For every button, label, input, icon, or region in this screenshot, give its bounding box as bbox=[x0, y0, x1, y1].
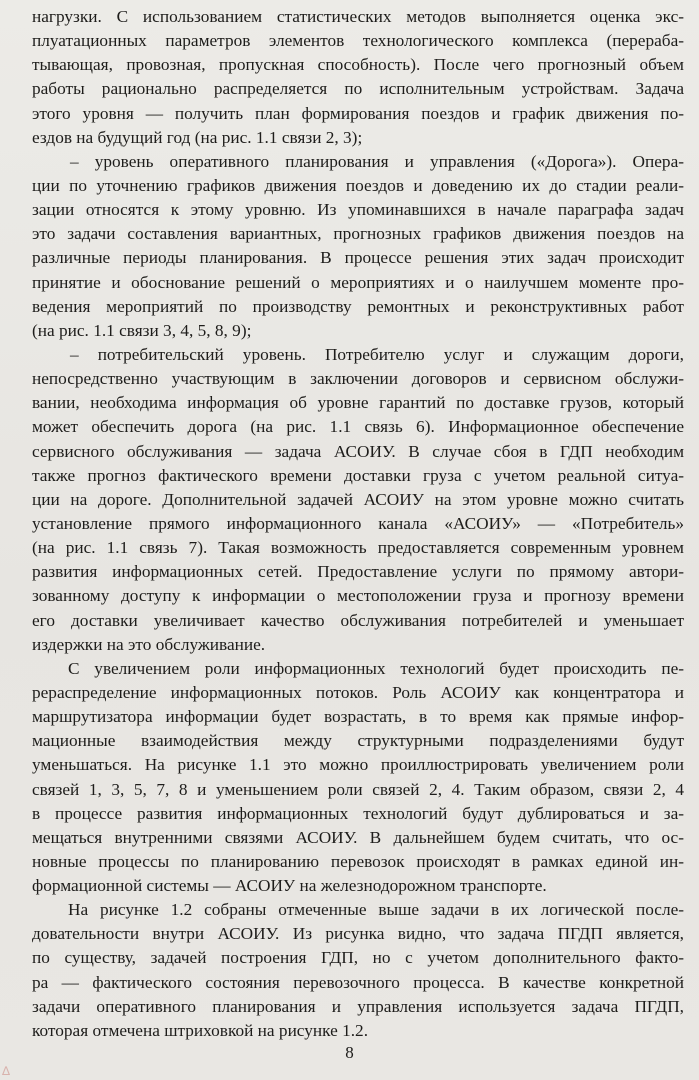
text-line: принятие и обоснование решений о мероприятиях и о наилучшем моменте про- bbox=[32, 272, 684, 292]
text-line: новные процессы по планированию перевозок происходят в рамках единой ин- bbox=[32, 851, 684, 871]
text-line: нагрузки. С использованием статистических методов выполняется оценка экс- bbox=[32, 7, 684, 26]
text-line: работы рационально распределяется по исполнительным устройствам. Задача bbox=[32, 79, 684, 99]
text-line: ции на дороге. Дополнительной задачей АСОИУ на этом уровне можно считать bbox=[32, 489, 684, 509]
text-line: также прогноз фактического времени доставки груза с учетом реальной ситуа- bbox=[32, 465, 684, 485]
text-line: развития информационных сетей. Предоставление услуги по прямому автори- bbox=[32, 562, 684, 582]
text-line: мационные взаимодействия между структурными подразделениями будут bbox=[32, 731, 684, 751]
text-line: в процессе развития информационных технологий будут дублироваться и за- bbox=[32, 803, 684, 823]
text-line: ра — фактического состояния перевозочного процесса. В качестве конкретной bbox=[32, 972, 684, 992]
text-line: задачи оперативного планирования и управления используется задача ПГДП, bbox=[32, 996, 684, 1016]
text-line: – уровень оперативного планирования и управления («Дорога»). Опера- bbox=[70, 151, 684, 171]
text-line: рераспределение информационных потоков. Роль АСОИУ как концентратора и bbox=[32, 682, 684, 702]
text-line: вании, необходима информация об уровне гарантий по доставке грузов, который bbox=[32, 393, 684, 413]
text-line: зации относятся к этому уровню. Из упоминавшихся в начале параграфа задач bbox=[32, 200, 684, 220]
text-line: может обеспечить дорога (на рис. 1.1 связь 6). Информационное обеспечение bbox=[32, 417, 684, 437]
text-line: которая отмечена штриховкой на рисунке 1.2. bbox=[32, 1020, 369, 1040]
text-line: мещаться внутренними связями АСОИУ. В дальнейшем будем считать, что ос- bbox=[32, 827, 684, 847]
text-line: ведения мероприятий по производству ремонтных и реконструктивных работ bbox=[32, 296, 684, 316]
text-line: довательности внутри АСОИУ. Из рисунка видно, что задача ПГДП является, bbox=[32, 924, 684, 944]
text-line: С увеличением роли информационных технологий будет происходить пе- bbox=[68, 658, 684, 678]
text-line: (на рис. 1.1 связь 7). Такая возможность предоставляется современным уровнем bbox=[32, 538, 684, 558]
page-number: 8 bbox=[345, 1043, 354, 1062]
text-line: это задачи составления вариантных, прогнозных графиков движения поездов на bbox=[32, 224, 684, 244]
text-line: установление прямого информационного канала «АСОИУ» — «Потребитель» bbox=[32, 513, 684, 533]
text-line: различные периоды планирования. В процессе решения этих задач происходит bbox=[32, 248, 684, 268]
text-line: издержки на это обслуживание. bbox=[32, 634, 266, 654]
text-line: по существу, задачей построения ГДП, но с учетом дополнительного факто- bbox=[32, 948, 684, 968]
text-line: (на рис. 1.1 связи 3, 4, 5, 8, 9); bbox=[32, 320, 252, 340]
text-line: маршрутизатора информации будет возрастать, в то время как прямые инфор- bbox=[32, 707, 684, 727]
text-line: уменьшаться. На рисунке 1.1 это можно проиллюстрировать увеличением роли bbox=[32, 755, 684, 775]
body-text bbox=[32, 5, 684, 1043]
text-line: его доставки увеличивает качество обслуживания потребителей и уменьшает bbox=[32, 610, 684, 630]
text-line: – потребительский уровень. Потребителю услуг и служащим дороги, bbox=[70, 344, 684, 364]
text-line: плуатационных параметров элементов технологического комплекса (перераба- bbox=[32, 31, 684, 51]
text-line: На рисунке 1.2 собраны отмеченные выше задачи в их логической после- bbox=[68, 900, 684, 920]
text-line: сервисного обслуживания — задача АСОИУ. В случае сбоя в ГДП необходим bbox=[32, 441, 684, 461]
text-line: связей 1, 3, 5, 7, 8 и уменьшением роли связей 2, 4. Таким образом, связи 2, 4 bbox=[32, 779, 684, 799]
text-line: ции по уточнению графиков движения поездов и доведению их до стадии реали- bbox=[32, 175, 684, 195]
text-line: непосредственно участвующим в заключении договоров и сервисном обслужи- bbox=[32, 369, 684, 389]
text-line: формационной системы — АСОИУ на железнодорожном транспорте. bbox=[32, 876, 547, 896]
text-line: этого уровня — получить план формирования поездов и график движения по- bbox=[32, 103, 684, 123]
text-line: зованному доступу к информации о местоположении груза и прогнозу времени bbox=[32, 586, 684, 606]
text-line: ездов на будущий год (на рис. 1.1 связи 2, 3); bbox=[32, 127, 363, 147]
corner-mark: ∆ bbox=[2, 1064, 11, 1078]
text-line: тывающая, провозная, пропускная способность). После чего прогнозный объем bbox=[32, 55, 684, 75]
